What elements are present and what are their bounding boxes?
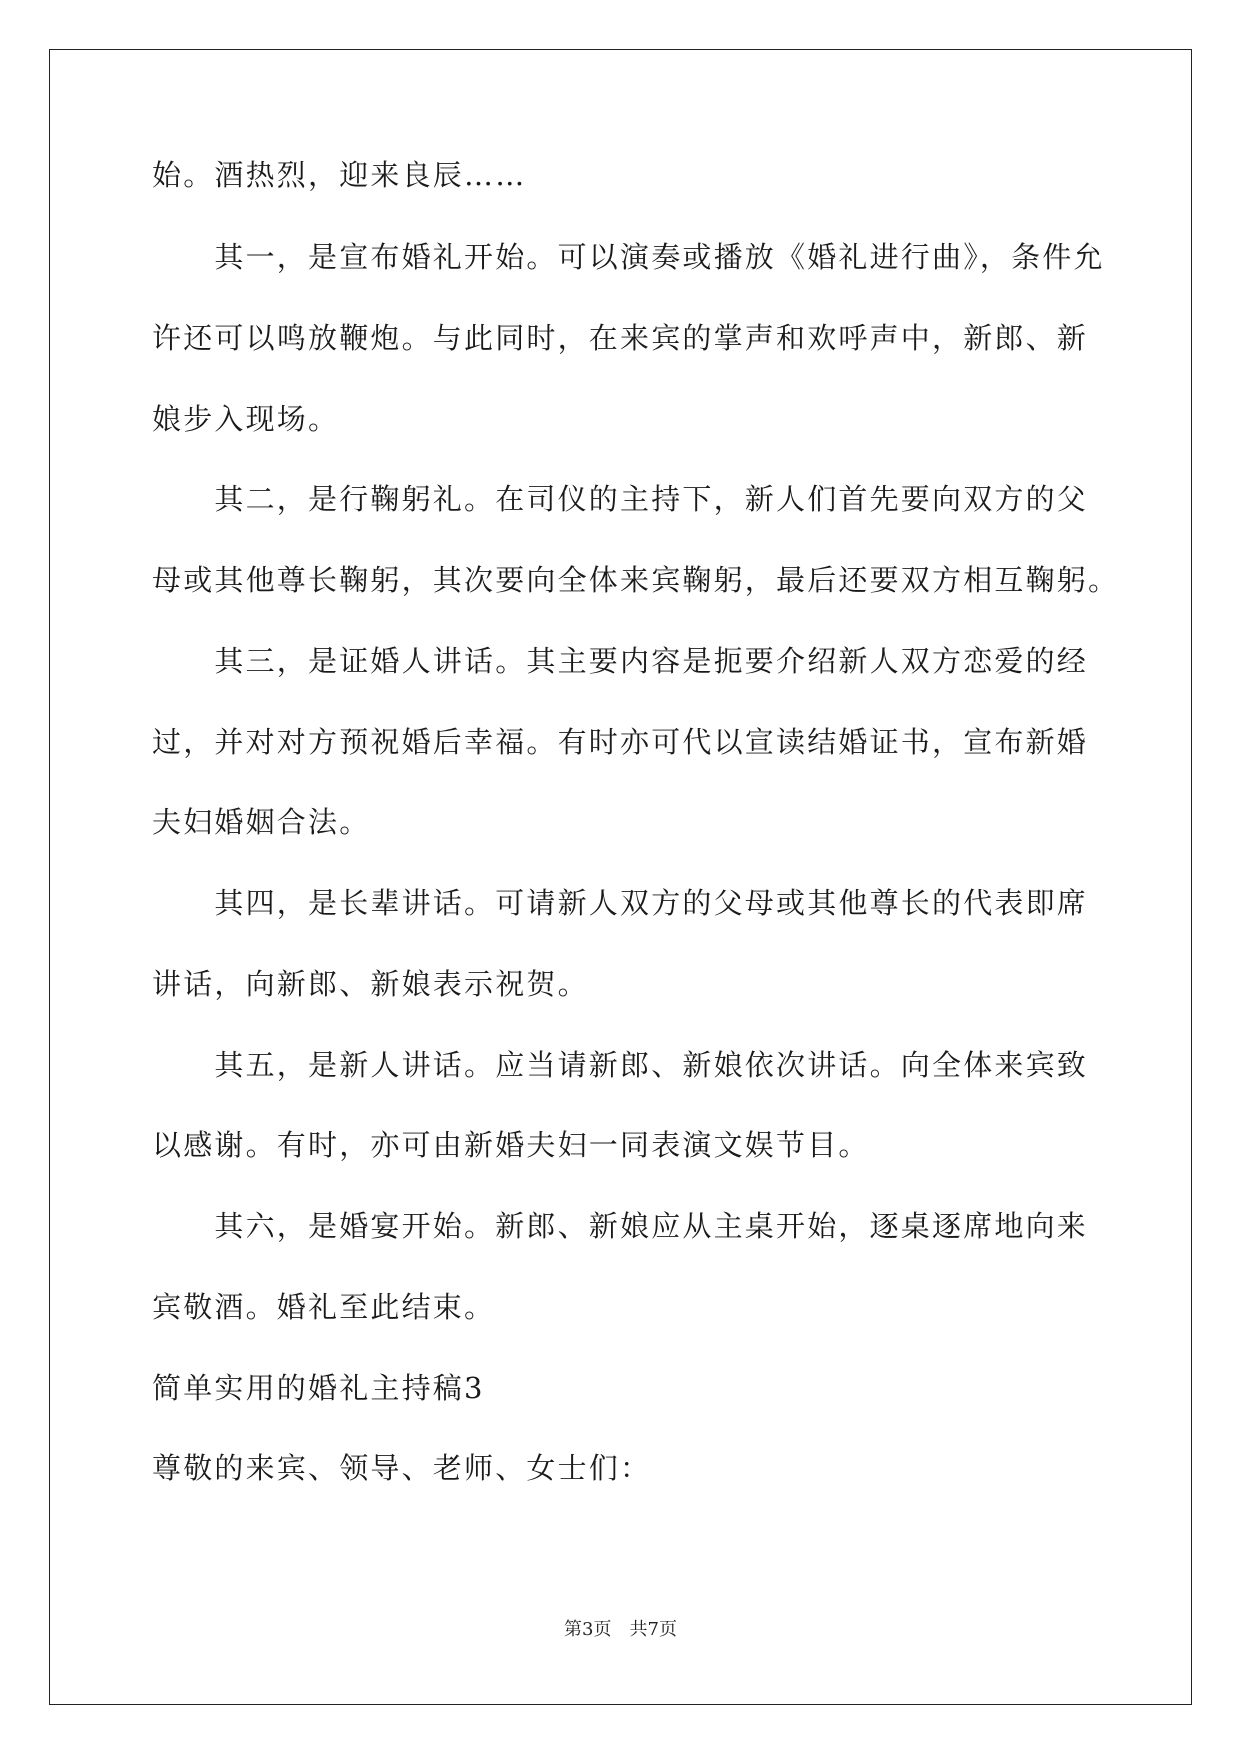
text-line: 其二，是行鞠躬礼。在司仪的主持下，新人们首先要向双方的父 <box>152 482 1089 516</box>
page-number: 第3页 共7页 <box>564 1619 677 1640</box>
text-line: 其五，是新人讲话。应当请新郎、新娘依次讲话。向全体来宾致 <box>152 1048 1089 1082</box>
text-line: 宾敬酒。婚礼至此结束。 <box>152 1290 496 1324</box>
text-line: 尊敬的来宾、领导、老师、女士们： <box>152 1451 652 1485</box>
text-line: 其六，是婚宴开始。新郎、新娘应从主桌开始，逐桌逐席地向来 <box>152 1209 1089 1243</box>
text-line: 其三，是证婚人讲话。其主要内容是扼要介绍新人双方恋爱的经 <box>152 644 1089 678</box>
text-line: 其四，是长辈讲话。可请新人双方的父母或其他尊长的代表即席 <box>152 886 1089 920</box>
text-line: 许还可以鸣放鞭炮。与此同时，在来宾的掌声和欢呼声中，新郎、新 <box>152 321 1089 355</box>
text-line: 以感谢。有时，亦可由新婚夫妇一同表演文娱节目。 <box>152 1128 870 1162</box>
text-line: 其一，是宣布婚礼开始。可以演奏或播放《婚礼进行曲》，条件允 <box>152 240 1105 274</box>
text-line: 母或其他尊长鞠躬，其次要向全体来宾鞠躬，最后还要双方相互鞠躬。 <box>152 563 1120 597</box>
section-heading: 简单实用的婚礼主持稿3 <box>152 1371 485 1405</box>
text-line: 讲话，向新郎、新娘表示祝贺。 <box>152 967 589 1001</box>
text-line: 始。酒热烈，迎来良辰…… <box>152 158 527 192</box>
text-line: 夫妇婚姻合法。 <box>152 805 371 839</box>
text-line: 娘步入现场。 <box>152 402 340 436</box>
text-line: 过，并对对方预祝婚后幸福。有时亦可代以宣读结婚证书，宣布新婚 <box>152 725 1089 759</box>
